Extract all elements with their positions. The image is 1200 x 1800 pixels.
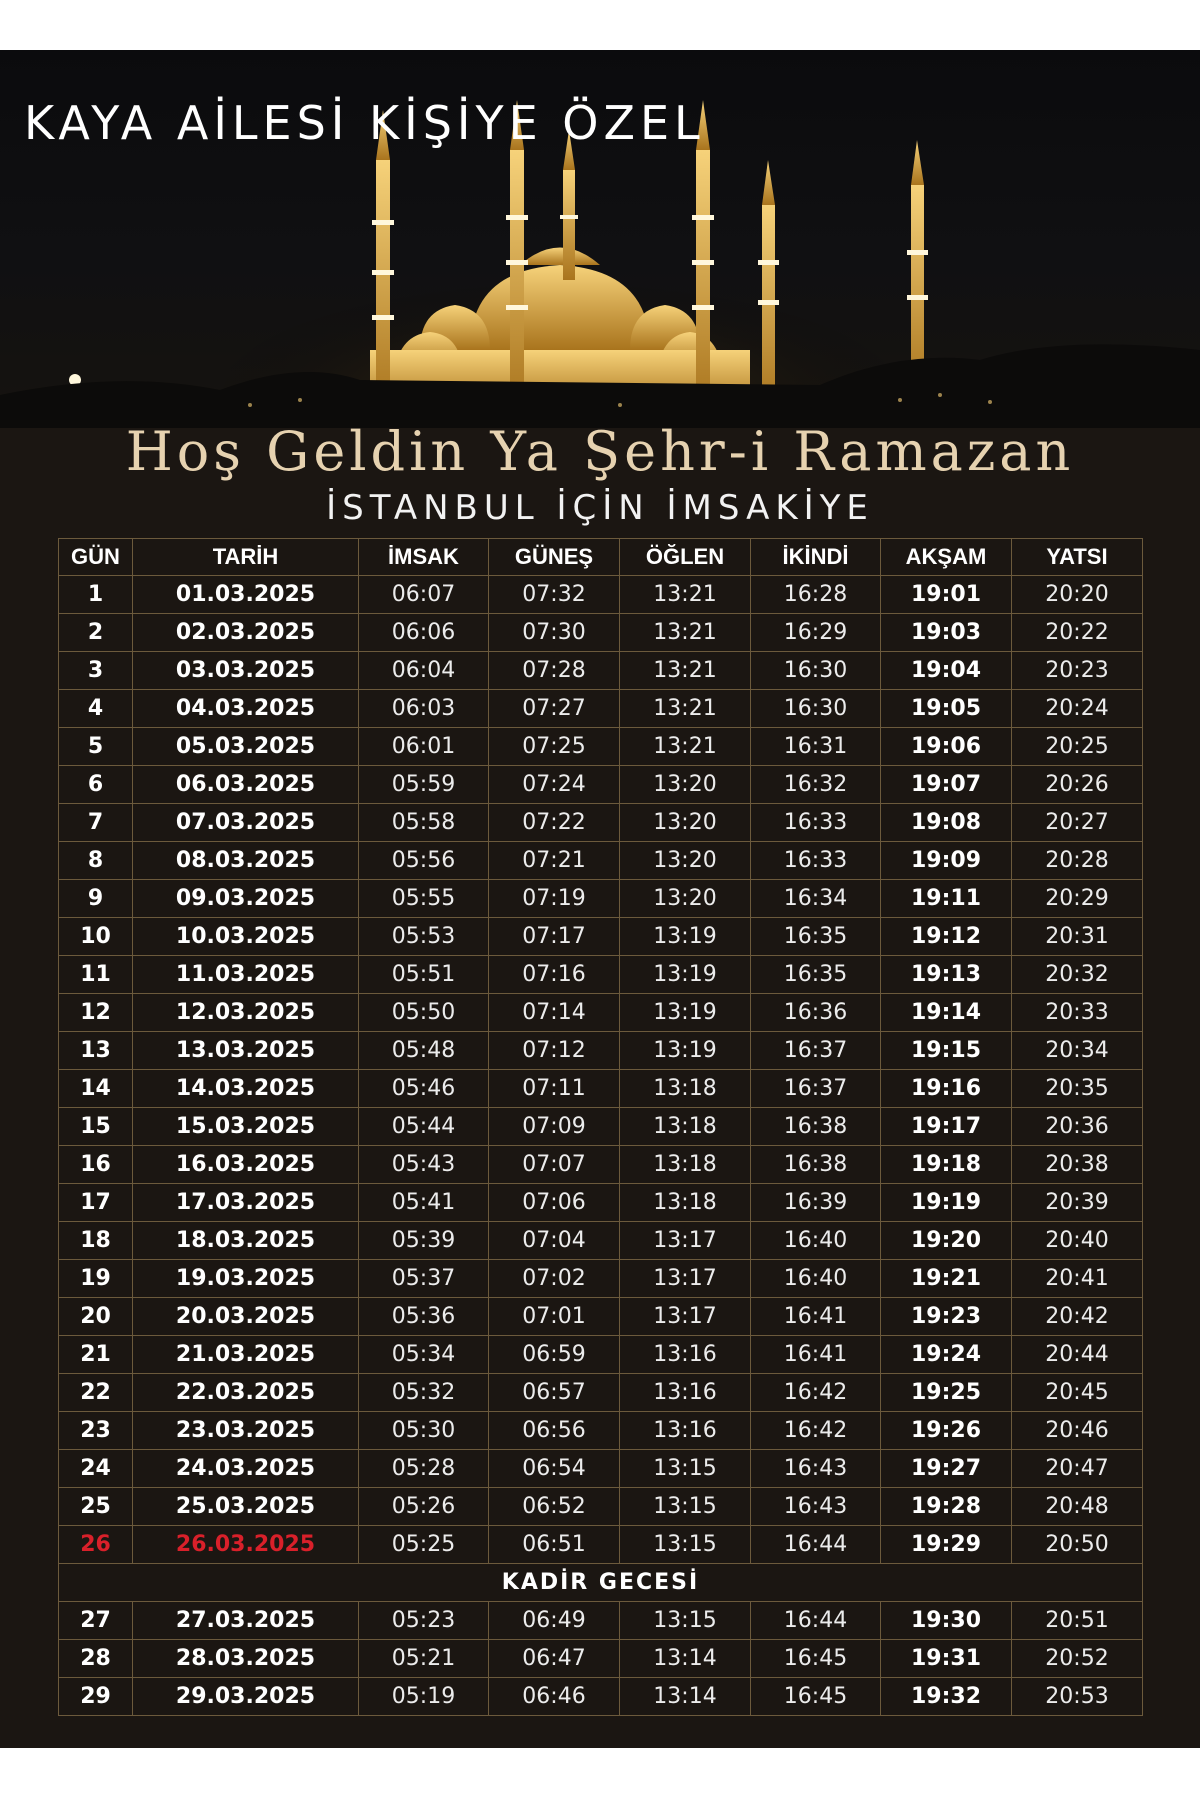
table-cell: 19:14 [881, 994, 1012, 1032]
table-cell: 16:39 [751, 1184, 881, 1222]
table-cell: 05:58 [359, 804, 489, 842]
table-row [59, 804, 1143, 842]
column-header: İMSAK [359, 539, 489, 576]
table-cell: 20:25 [1012, 728, 1143, 766]
table-cell: 06:07 [359, 576, 489, 614]
table-row [59, 1108, 1143, 1146]
table-cell: 07:16 [489, 956, 620, 994]
table-cell: 07:22 [489, 804, 620, 842]
table-cell: 22 [59, 1374, 133, 1412]
table-cell: 13:17 [620, 1298, 751, 1336]
table-cell: 16:42 [751, 1374, 881, 1412]
table-cell: 16:42 [751, 1412, 881, 1450]
table-cell: 05:59 [359, 766, 489, 804]
headline: Hoş Geldin Ya Şehr-i Ramazan [125, 420, 1075, 483]
table-cell: 29.03.2025 [133, 1678, 359, 1716]
table-cell: 19.03.2025 [133, 1260, 359, 1298]
table-row [59, 1336, 1143, 1374]
table-cell: 07:30 [489, 614, 620, 652]
table-cell: 20:39 [1012, 1184, 1143, 1222]
table-cell: 20:33 [1012, 994, 1143, 1032]
table-cell: 16:31 [751, 728, 881, 766]
table-cell: 21.03.2025 [133, 1336, 359, 1374]
table-cell: 07:25 [489, 728, 620, 766]
table-cell: 05:55 [359, 880, 489, 918]
table-cell: 06:01 [359, 728, 489, 766]
table-cell: 13:19 [620, 994, 751, 1032]
table-row [59, 1298, 1143, 1336]
column-header: GÜNEŞ [489, 539, 620, 576]
table-cell: 05:50 [359, 994, 489, 1032]
table-cell: 06.03.2025 [133, 766, 359, 804]
table-cell: 20:24 [1012, 690, 1143, 728]
table-cell: 16:36 [751, 994, 881, 1032]
table-cell: 06:46 [489, 1678, 620, 1716]
poster [0, 50, 1200, 1748]
table-cell: 05:56 [359, 842, 489, 880]
table-cell: 16:30 [751, 652, 881, 690]
table-cell: 05:41 [359, 1184, 489, 1222]
table-cell: 19:30 [881, 1602, 1012, 1640]
table-cell: 16:32 [751, 766, 881, 804]
table-cell: 20:34 [1012, 1032, 1143, 1070]
table-cell: 04.03.2025 [133, 690, 359, 728]
table-cell: 19:15 [881, 1032, 1012, 1070]
table-cell: 06:04 [359, 652, 489, 690]
table-cell: 13:14 [620, 1678, 751, 1716]
table-cell: 13:20 [620, 880, 751, 918]
table-cell: 20:35 [1012, 1070, 1143, 1108]
table-cell: 25.03.2025 [133, 1488, 359, 1526]
table-cell: 06:06 [359, 614, 489, 652]
table-cell: 13:18 [620, 1108, 751, 1146]
table-cell: 10.03.2025 [133, 918, 359, 956]
table-cell: 20:53 [1012, 1678, 1143, 1716]
table-cell: 13:18 [620, 1070, 751, 1108]
table-cell: 07:06 [489, 1184, 620, 1222]
table-cell: 19:31 [881, 1640, 1012, 1678]
table-cell: 13:21 [620, 652, 751, 690]
mosque-photo [0, 50, 1200, 428]
table-cell: 16:41 [751, 1298, 881, 1336]
table-row [59, 1526, 1143, 1564]
table-cell: 20:48 [1012, 1488, 1143, 1526]
table-row [59, 1678, 1143, 1716]
table-row [59, 994, 1143, 1032]
table-cell: 16:37 [751, 1070, 881, 1108]
table-cell: 19:18 [881, 1146, 1012, 1184]
table-cell: 06:56 [489, 1412, 620, 1450]
table-cell: 07.03.2025 [133, 804, 359, 842]
table-cell: 06:57 [489, 1374, 620, 1412]
table-row [59, 1184, 1143, 1222]
table-row [59, 1412, 1143, 1450]
table-cell: 06:47 [489, 1640, 620, 1678]
table-cell: 20:51 [1012, 1602, 1143, 1640]
table-cell: 13:16 [620, 1336, 751, 1374]
table-cell: 13 [59, 1032, 133, 1070]
table-cell: 19:19 [881, 1184, 1012, 1222]
table-cell: 05:19 [359, 1678, 489, 1716]
table-cell: 19:11 [881, 880, 1012, 918]
table-cell: 26 [59, 1526, 133, 1564]
table-cell: 13:18 [620, 1146, 751, 1184]
table-cell: 26.03.2025 [133, 1526, 359, 1564]
table-cell: 07:27 [489, 690, 620, 728]
table-cell: 20:41 [1012, 1260, 1143, 1298]
table-cell: 03.03.2025 [133, 652, 359, 690]
table-cell: 20:40 [1012, 1222, 1143, 1260]
table-header-row [59, 539, 1143, 576]
table-cell: 16:37 [751, 1032, 881, 1070]
table-row [59, 1602, 1143, 1640]
table-cell: 05:43 [359, 1146, 489, 1184]
table-cell: 25 [59, 1488, 133, 1526]
table-cell: 13:16 [620, 1412, 751, 1450]
table-cell: 19 [59, 1260, 133, 1298]
table-cell: 11 [59, 956, 133, 994]
table-cell: 13:21 [620, 614, 751, 652]
table-cell: 19:17 [881, 1108, 1012, 1146]
table-cell: 19:09 [881, 842, 1012, 880]
table-cell: 20:46 [1012, 1412, 1143, 1450]
table-cell: 9 [59, 880, 133, 918]
table-cell: 6 [59, 766, 133, 804]
table-cell: 05.03.2025 [133, 728, 359, 766]
table-cell: 07:12 [489, 1032, 620, 1070]
table-cell: 07:19 [489, 880, 620, 918]
table-cell: 05:32 [359, 1374, 489, 1412]
table-cell: 19:12 [881, 918, 1012, 956]
table-cell: 16:28 [751, 576, 881, 614]
column-header: İKİNDİ [751, 539, 881, 576]
table-row [59, 918, 1143, 956]
table-cell: 16:29 [751, 614, 881, 652]
table-cell: 20:50 [1012, 1526, 1143, 1564]
table-cell: 20 [59, 1298, 133, 1336]
table-cell: 8 [59, 842, 133, 880]
table-cell: 19:27 [881, 1450, 1012, 1488]
table-cell: 13:16 [620, 1374, 751, 1412]
kadir-gecesi-row [59, 1564, 1143, 1602]
kadir-gecesi-label: KADİR GECESİ [59, 1564, 1143, 1602]
table-cell: 05:34 [359, 1336, 489, 1374]
table-row [59, 576, 1143, 614]
table-cell: 13:21 [620, 576, 751, 614]
table-cell: 24.03.2025 [133, 1450, 359, 1488]
table-cell: 27 [59, 1602, 133, 1640]
table-row [59, 1032, 1143, 1070]
table-cell: 19:21 [881, 1260, 1012, 1298]
table-cell: 28 [59, 1640, 133, 1678]
column-header: GÜN [59, 539, 133, 576]
table-cell: 19:01 [881, 576, 1012, 614]
table-cell: 13:18 [620, 1184, 751, 1222]
table-cell: 05:28 [359, 1450, 489, 1488]
table-cell: 19:06 [881, 728, 1012, 766]
table-cell: 16:33 [751, 842, 881, 880]
table-cell: 16:45 [751, 1678, 881, 1716]
table-cell: 16 [59, 1146, 133, 1184]
table-cell: 16:30 [751, 690, 881, 728]
table-cell: 28.03.2025 [133, 1640, 359, 1678]
table-cell: 20:23 [1012, 652, 1143, 690]
table-cell: 16:40 [751, 1222, 881, 1260]
table-cell: 13:19 [620, 918, 751, 956]
table-cell: 18 [59, 1222, 133, 1260]
table-row [59, 652, 1143, 690]
table-cell: 20:47 [1012, 1450, 1143, 1488]
table-cell: 16:38 [751, 1108, 881, 1146]
table-cell: 19:28 [881, 1488, 1012, 1526]
table-cell: 20:52 [1012, 1640, 1143, 1678]
table-cell: 07:32 [489, 576, 620, 614]
table-cell: 09.03.2025 [133, 880, 359, 918]
table-cell: 01.03.2025 [133, 576, 359, 614]
table-cell: 20:29 [1012, 880, 1143, 918]
column-header: ÖĞLEN [620, 539, 751, 576]
table-row [59, 842, 1143, 880]
table-cell: 5 [59, 728, 133, 766]
table-row [59, 1488, 1143, 1526]
table-cell: 06:03 [359, 690, 489, 728]
table-cell: 13:19 [620, 1032, 751, 1070]
table-cell: 20:22 [1012, 614, 1143, 652]
table-cell: 2 [59, 614, 133, 652]
table-cell: 06:51 [489, 1526, 620, 1564]
table-cell: 20:27 [1012, 804, 1143, 842]
table-cell: 16:41 [751, 1336, 881, 1374]
table-cell: 07:21 [489, 842, 620, 880]
table-cell: 19:23 [881, 1298, 1012, 1336]
table-cell: 13:15 [620, 1602, 751, 1640]
table-cell: 16:34 [751, 880, 881, 918]
table-cell: 05:44 [359, 1108, 489, 1146]
table-cell: 14 [59, 1070, 133, 1108]
table-row [59, 1374, 1143, 1412]
table-cell: 07:11 [489, 1070, 620, 1108]
table-row [59, 728, 1143, 766]
table-cell: 19:29 [881, 1526, 1012, 1564]
table-row [59, 1070, 1143, 1108]
table-cell: 05:23 [359, 1602, 489, 1640]
table-cell: 12.03.2025 [133, 994, 359, 1032]
table-cell: 10 [59, 918, 133, 956]
table-cell: 13:15 [620, 1450, 751, 1488]
table-cell: 19:16 [881, 1070, 1012, 1108]
table-cell: 13:20 [620, 766, 751, 804]
table-cell: 16.03.2025 [133, 1146, 359, 1184]
table-cell: 19:25 [881, 1374, 1012, 1412]
table-cell: 20:36 [1012, 1108, 1143, 1146]
table-cell: 13.03.2025 [133, 1032, 359, 1070]
table-cell: 19:07 [881, 766, 1012, 804]
table-row [59, 614, 1143, 652]
table-row [59, 1222, 1143, 1260]
table-cell: 16:43 [751, 1488, 881, 1526]
table-cell: 05:30 [359, 1412, 489, 1450]
table-cell: 19:08 [881, 804, 1012, 842]
table-cell: 05:48 [359, 1032, 489, 1070]
table-cell: 13:14 [620, 1640, 751, 1678]
table-cell: 13:17 [620, 1222, 751, 1260]
table-cell: 20:31 [1012, 918, 1143, 956]
table-cell: 20:32 [1012, 956, 1143, 994]
table-cell: 17.03.2025 [133, 1184, 359, 1222]
table-cell: 05:46 [359, 1070, 489, 1108]
table-cell: 17 [59, 1184, 133, 1222]
table-cell: 19:26 [881, 1412, 1012, 1450]
table-cell: 15.03.2025 [133, 1108, 359, 1146]
table-cell: 20:45 [1012, 1374, 1143, 1412]
table-cell: 12 [59, 994, 133, 1032]
table-cell: 05:36 [359, 1298, 489, 1336]
table-cell: 07:09 [489, 1108, 620, 1146]
table-cell: 29 [59, 1678, 133, 1716]
table-row [59, 690, 1143, 728]
owner-title: KAYA AİLESİ KİŞİYE ÖZEL [24, 96, 705, 150]
table-row [59, 1640, 1143, 1678]
table-cell: 19:04 [881, 652, 1012, 690]
table-cell: 16:44 [751, 1526, 881, 1564]
table-cell: 16:45 [751, 1640, 881, 1678]
table-cell: 06:49 [489, 1602, 620, 1640]
table-row [59, 766, 1143, 804]
table-cell: 16:35 [751, 918, 881, 956]
table-cell: 20:28 [1012, 842, 1143, 880]
table-cell: 20:44 [1012, 1336, 1143, 1374]
table-cell: 20:42 [1012, 1298, 1143, 1336]
table-cell: 06:59 [489, 1336, 620, 1374]
table-cell: 07:02 [489, 1260, 620, 1298]
table-cell: 07:04 [489, 1222, 620, 1260]
table-cell: 1 [59, 576, 133, 614]
table-cell: 24 [59, 1450, 133, 1488]
table-cell: 19:03 [881, 614, 1012, 652]
table-cell: 13:20 [620, 804, 751, 842]
table-cell: 13:21 [620, 690, 751, 728]
table-cell: 05:53 [359, 918, 489, 956]
table-cell: 19:20 [881, 1222, 1012, 1260]
table-cell: 20.03.2025 [133, 1298, 359, 1336]
table-cell: 23.03.2025 [133, 1412, 359, 1450]
table-cell: 05:51 [359, 956, 489, 994]
table-cell: 23 [59, 1412, 133, 1450]
table-cell: 27.03.2025 [133, 1602, 359, 1640]
table-cell: 07:07 [489, 1146, 620, 1184]
table-cell: 05:39 [359, 1222, 489, 1260]
table-cell: 3 [59, 652, 133, 690]
table-cell: 20:26 [1012, 766, 1143, 804]
table-cell: 19:05 [881, 690, 1012, 728]
table-cell: 19:24 [881, 1336, 1012, 1374]
table-cell: 06:52 [489, 1488, 620, 1526]
table-cell: 18.03.2025 [133, 1222, 359, 1260]
table-cell: 16:40 [751, 1260, 881, 1298]
table-cell: 13:21 [620, 728, 751, 766]
table-cell: 19:32 [881, 1678, 1012, 1716]
column-header: TARİH [133, 539, 359, 576]
table-cell: 16:38 [751, 1146, 881, 1184]
table-cell: 22.03.2025 [133, 1374, 359, 1412]
table-row [59, 1260, 1143, 1298]
table-cell: 19:13 [881, 956, 1012, 994]
table-cell: 07:01 [489, 1298, 620, 1336]
table-cell: 08.03.2025 [133, 842, 359, 880]
table-row [59, 956, 1143, 994]
table-cell: 02.03.2025 [133, 614, 359, 652]
table-cell: 13:17 [620, 1260, 751, 1298]
prayer-times-table [58, 538, 1143, 1716]
table-cell: 20:20 [1012, 576, 1143, 614]
table-cell: 16:44 [751, 1602, 881, 1640]
table-cell: 07:28 [489, 652, 620, 690]
table-cell: 05:26 [359, 1488, 489, 1526]
table-row [59, 1450, 1143, 1488]
table-cell: 21 [59, 1336, 133, 1374]
table-cell: 16:33 [751, 804, 881, 842]
table-cell: 13:15 [620, 1488, 751, 1526]
table-cell: 7 [59, 804, 133, 842]
table-cell: 11.03.2025 [133, 956, 359, 994]
table-cell: 07:14 [489, 994, 620, 1032]
table-cell: 4 [59, 690, 133, 728]
table-cell: 16:35 [751, 956, 881, 994]
table-cell: 07:17 [489, 918, 620, 956]
table-row [59, 880, 1143, 918]
subheadline: İSTANBUL İÇİN İMSAKİYE [326, 488, 874, 528]
table-cell: 05:21 [359, 1640, 489, 1678]
table-row [59, 1146, 1143, 1184]
table-cell: 13:19 [620, 956, 751, 994]
table-cell: 13:20 [620, 842, 751, 880]
table-cell: 13:15 [620, 1526, 751, 1564]
column-header: AKŞAM [881, 539, 1012, 576]
table-cell: 06:54 [489, 1450, 620, 1488]
table-cell: 16:43 [751, 1450, 881, 1488]
column-header: YATSI [1012, 539, 1143, 576]
table-cell: 05:37 [359, 1260, 489, 1298]
table-cell: 14.03.2025 [133, 1070, 359, 1108]
table-body [59, 576, 1143, 1716]
table-cell: 07:24 [489, 766, 620, 804]
table-cell: 15 [59, 1108, 133, 1146]
table-cell: 05:25 [359, 1526, 489, 1564]
table-cell: 20:38 [1012, 1146, 1143, 1184]
